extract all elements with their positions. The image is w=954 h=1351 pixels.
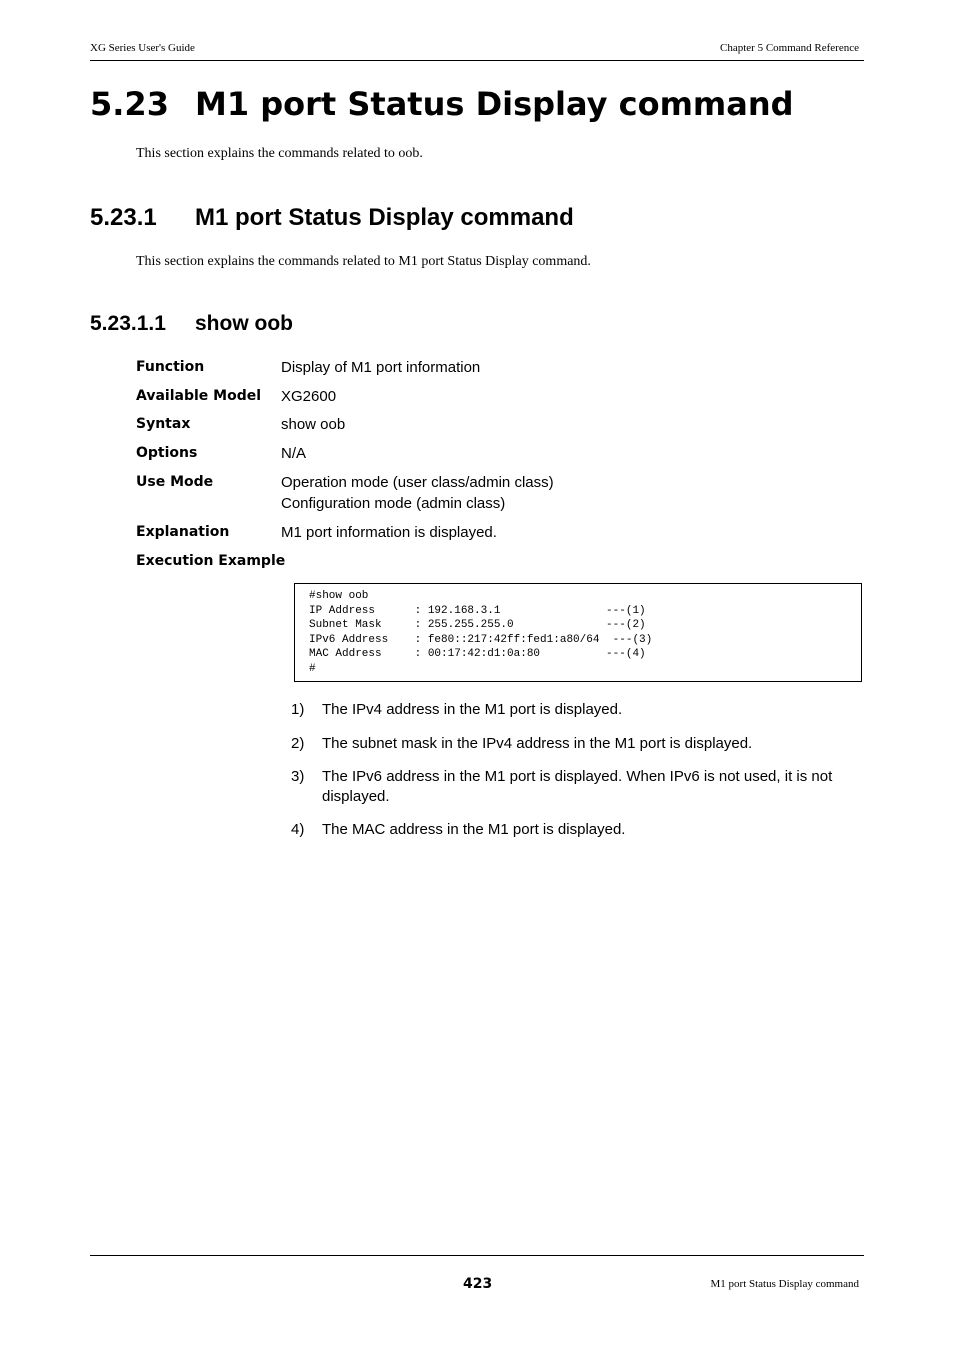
options-label: Options bbox=[136, 445, 198, 461]
section-heading bbox=[90, 80, 794, 128]
function-label: Function bbox=[136, 359, 205, 375]
footer-title: M1 port Status Display command bbox=[710, 1278, 859, 1290]
note-text: The subnet mask in the IPv4 address in the M1 port is displayed. bbox=[322, 735, 753, 752]
explanation-value: M1 port information is displayed. bbox=[281, 524, 497, 541]
use-mode-label: Use Mode bbox=[136, 474, 214, 490]
footer-divider bbox=[90, 1255, 864, 1256]
available-model-label: Available Model bbox=[136, 388, 262, 404]
section-intro: This section explains the commands related to oob. bbox=[136, 146, 423, 161]
note-index: 1) bbox=[291, 701, 305, 718]
subsection-heading bbox=[90, 202, 574, 234]
execution-example-label: Execution Example bbox=[136, 553, 286, 569]
note-text: The IPv6 address in the M1 port is displayed. When IPv6 is not used, it is not displayed. bbox=[322, 768, 833, 805]
use-mode-value-line2: Configuration mode (admin class) bbox=[281, 495, 506, 512]
running-header bbox=[90, 42, 864, 61]
subsection-title: M1 port Status Display command bbox=[195, 204, 574, 231]
note-index: 2) bbox=[291, 735, 305, 752]
function-value: Display of M1 port information bbox=[281, 359, 481, 376]
execution-example-box bbox=[294, 583, 862, 682]
code-line: MAC Address : 00:17:42:d1:0a:80 ---(4) bbox=[309, 648, 646, 661]
note-index: 4) bbox=[291, 821, 305, 838]
available-model-value: XG2600 bbox=[281, 388, 337, 405]
header-guide-title: XG Series User's Guide bbox=[90, 42, 195, 54]
syntax-value: show oob bbox=[281, 416, 346, 433]
subsection-intro: This section explains the commands related to M1 port Status Display command. bbox=[136, 254, 591, 269]
code-line: #show oob bbox=[309, 590, 369, 602]
page-number: 423 bbox=[463, 1276, 493, 1292]
options-value: N/A bbox=[281, 445, 307, 462]
note-item bbox=[291, 734, 851, 754]
subsubsection-title: show oob bbox=[195, 312, 293, 335]
note-item bbox=[291, 767, 851, 806]
code-line: # bbox=[309, 662, 316, 675]
code-line: Subnet Mask : 255.255.255.0 ---(2) bbox=[309, 619, 646, 632]
subsubsection-heading bbox=[90, 309, 293, 339]
subsection-number: 5.23.1 bbox=[90, 204, 157, 231]
note-index: 3) bbox=[291, 768, 305, 785]
note-item bbox=[291, 700, 851, 720]
syntax-label: Syntax bbox=[136, 416, 191, 432]
header-chapter-title: Chapter 5 Command Reference bbox=[720, 42, 859, 54]
note-item bbox=[291, 820, 851, 840]
code-line: IP Address : 192.168.3.1 ---(1) bbox=[309, 604, 646, 617]
note-text: The MAC address in the M1 port is displayed. bbox=[322, 821, 626, 838]
note-text: The IPv4 address in the M1 port is displayed. bbox=[322, 701, 623, 718]
section-number: 5.23 bbox=[90, 85, 169, 123]
use-mode-value-line1: Operation mode (user class/admin class) bbox=[281, 474, 554, 491]
explanation-label: Explanation bbox=[136, 524, 230, 540]
subsubsection-number: 5.23.1.1 bbox=[90, 312, 166, 335]
section-title: M1 port Status Display command bbox=[195, 85, 794, 123]
code-line: IPv6 Address : fe80::217:42ff:fed1:a80/64 ---(3) bbox=[309, 633, 653, 646]
